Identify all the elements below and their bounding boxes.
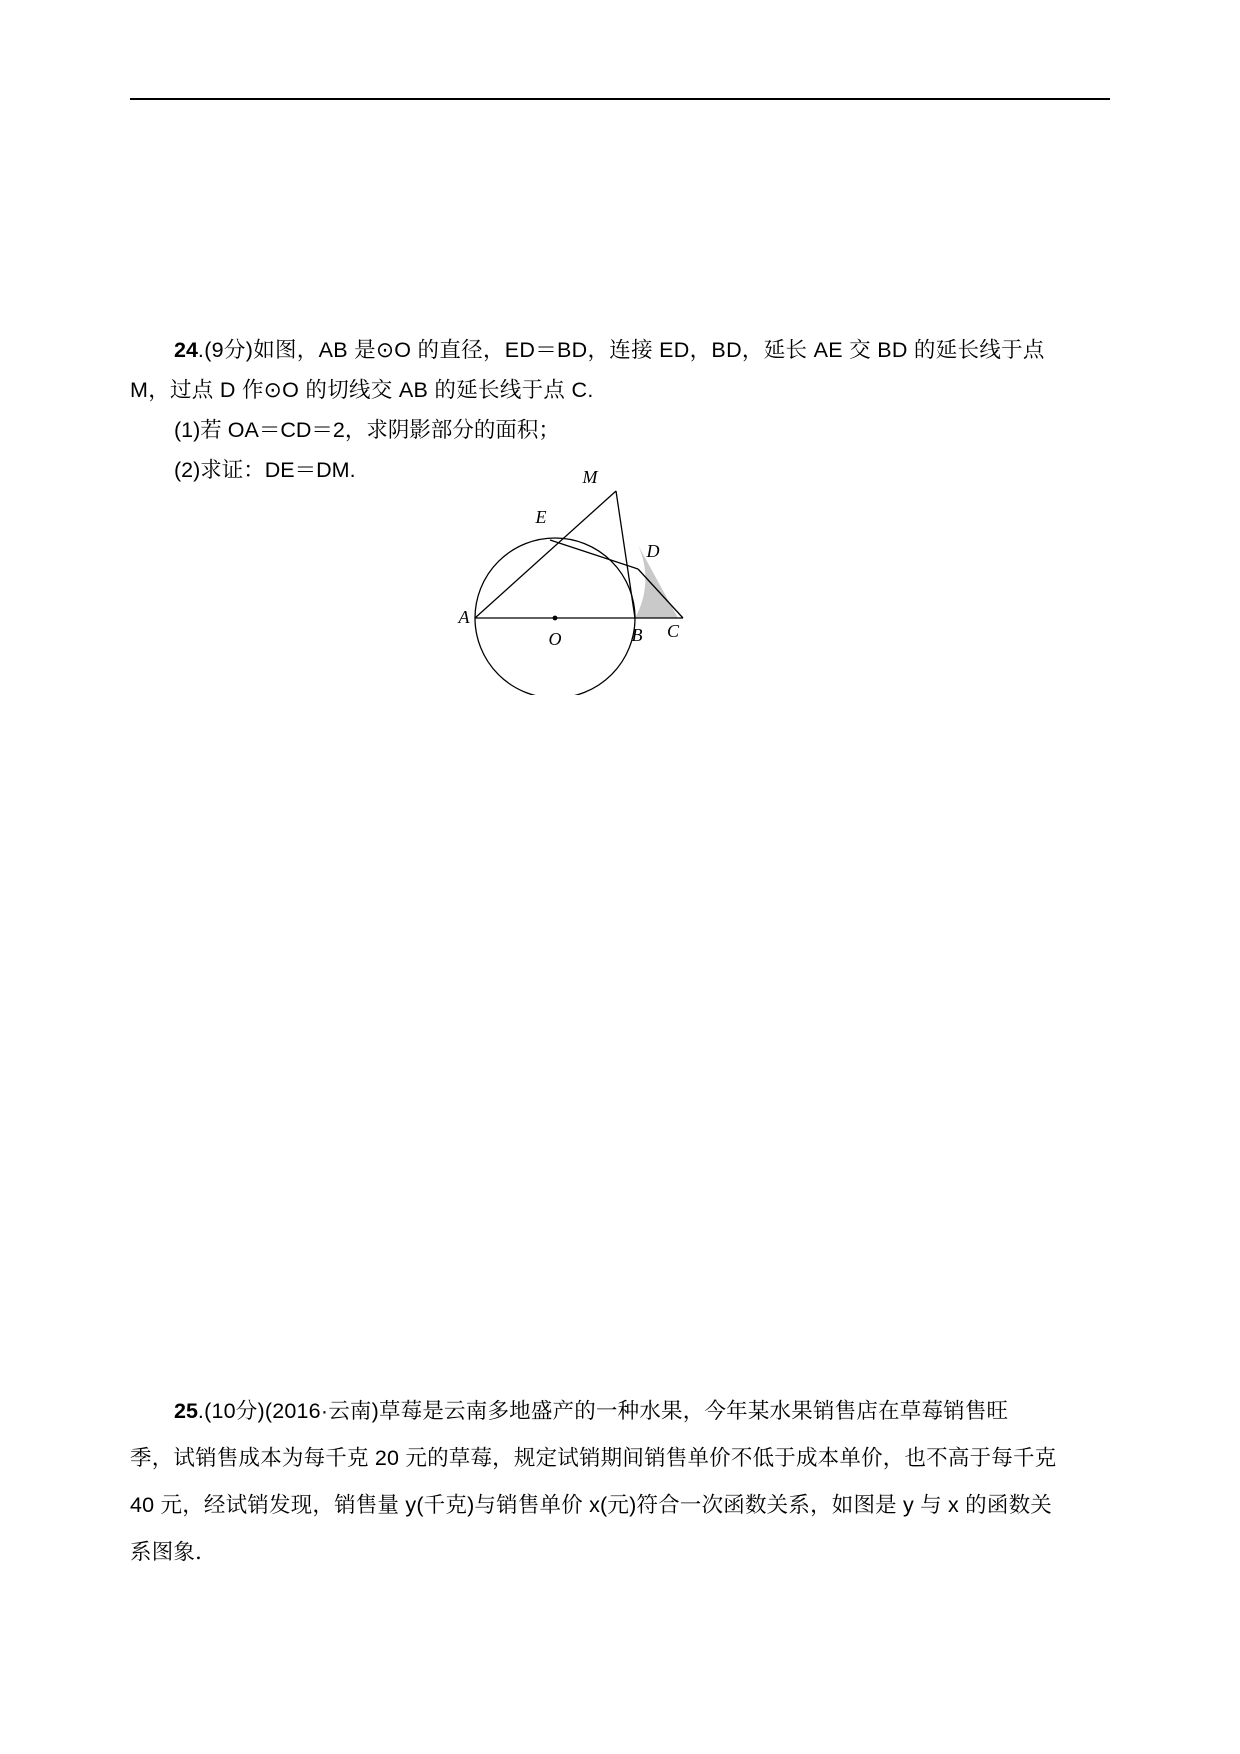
problem-24-sub-1-text: (1)若 OA＝CD＝2，求阴影部分的面积； xyxy=(174,418,560,442)
problem-24-stem-line-1 xyxy=(130,330,1115,370)
problem-25-line-1-text: (10分)(2016·云南)草莓是云南多地盛产的一种水果，今年某水果销售店在草莓销售旺 xyxy=(204,1399,1009,1423)
line-bd-extended-to-m xyxy=(616,491,635,618)
label-m: M xyxy=(582,467,598,487)
problem-24-sub-2-text: (2)求证：DE＝DM. xyxy=(174,458,356,482)
geometry-diagram-svg xyxy=(440,465,740,695)
problem-25-line-1 xyxy=(130,1388,1115,1435)
problem-24-figure xyxy=(440,465,740,695)
problem-24-points: (9分) xyxy=(204,338,254,362)
label-b: B xyxy=(631,625,643,645)
problem-24-sub-1 xyxy=(130,410,1115,450)
label-d: D xyxy=(646,541,660,561)
problem-25-number-dot: . xyxy=(197,1399,205,1423)
problem-25-line-2: 季，试销售成本为每千克 20 元的草莓，规定试销期间销售单价不低于成本单价，也不高于每千克 xyxy=(130,1446,1057,1470)
label-c: C xyxy=(666,621,680,641)
problem-24-stem-line-2: M，过点 D 作⊙O 的切线交 AB 的延长线于点 C. xyxy=(130,378,594,402)
center-point-o xyxy=(553,616,558,621)
label-o: O xyxy=(548,629,562,649)
problem-25-line-4: 系图象． xyxy=(130,1540,217,1564)
label-a: A xyxy=(458,607,470,627)
problem-24-stem-text-1: 如图，AB 是⊙O 的直径，ED＝BD，连接 ED，BD，延长 AE 交 BD 的延长线于点 xyxy=(253,338,1045,362)
problem-25-block xyxy=(130,1388,1115,1576)
label-e: E xyxy=(535,507,547,527)
problem-25-line-3: 40 元，经试销发现，销售量 y(千克)与销售单价 x(元)符合一次函数关系，如图是 y 与 x 的函数关 xyxy=(130,1493,1052,1517)
problem-24-number: 24 xyxy=(174,338,198,362)
problem-24-stem xyxy=(130,330,1115,410)
chord-ed xyxy=(550,540,638,569)
problem-24-number-dot: . xyxy=(197,338,205,362)
problem-25-number: 25 xyxy=(174,1399,198,1423)
header-rule xyxy=(130,98,1110,100)
